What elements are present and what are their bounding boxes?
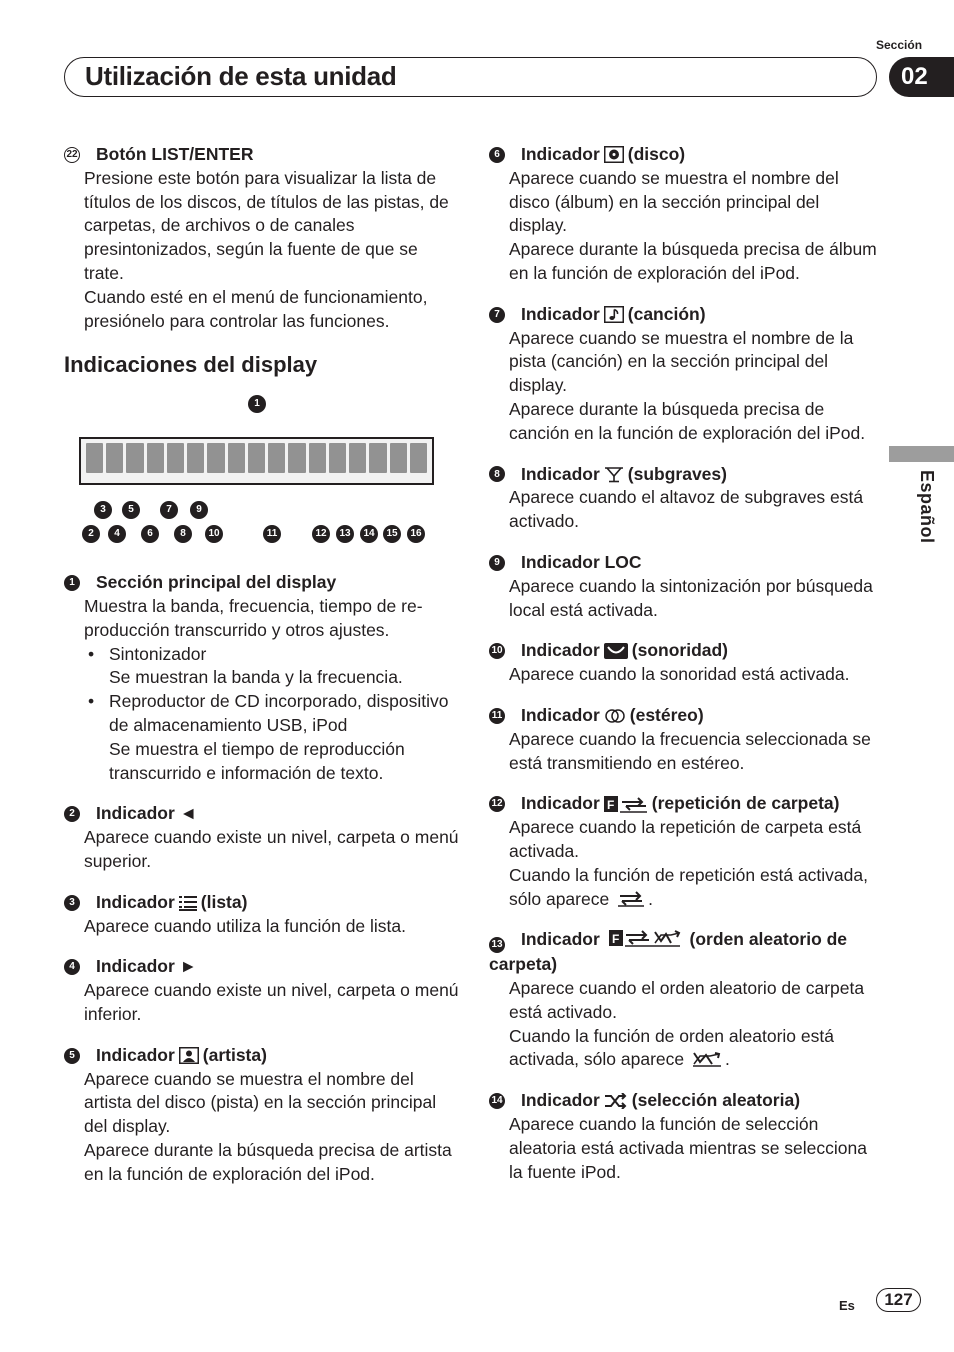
bullet-head: • Reproductor de CD incorporado, dispositivo de almacenamiento USB, iPod: [109, 691, 449, 735]
inline-text: Cuando la función de repetición está activada, sólo aparece: [509, 864, 868, 909]
entry-title: Sección principal del display: [96, 572, 337, 593]
entry-body: [64, 167, 459, 334]
language-tab-marker: [889, 446, 954, 462]
entry-title-suffix: (sonoridad): [631, 640, 729, 661]
left-column: [64, 143, 459, 1204]
entry-title: Indicador: [521, 1090, 600, 1111]
entry-paragraph: [509, 864, 881, 912]
entry-title: Indicador: [521, 929, 600, 950]
callout-number: 13: [489, 937, 505, 953]
figure-callout: 5: [122, 501, 140, 519]
entry-title: Indicador ►: [96, 956, 197, 977]
stereo-icon: [604, 708, 626, 724]
entry-paragraph: Presione este botón para visualizar la lista de títulos de los discos, de títulos de las pistas, de carpetas, de archivos o de canales presintonizados, según la fuente de que se trate.: [84, 167, 449, 283]
entry-list-enter: [64, 143, 459, 333]
artist-icon: [179, 1047, 199, 1064]
right-column: [489, 143, 881, 1201]
entry-title: Indicador: [521, 144, 600, 164]
callout-number: 10: [489, 643, 505, 659]
folder-repeat-icon: [604, 795, 648, 813]
figure-callout: 7: [160, 501, 178, 519]
entry-indicator-up: [64, 802, 459, 873]
entry-title-suffix: (selección aleatoria): [631, 1090, 801, 1111]
entry-title: Indicador LOC: [521, 551, 642, 572]
callout-number: 7: [489, 307, 505, 323]
entry-paragraph: Aparece cuando se muestra el nombre del artista del disco (pista) en la sección principal del display.: [84, 1068, 437, 1137]
callout-number: 12: [489, 796, 505, 812]
figure-callout: 9: [190, 501, 208, 519]
disc-icon: [604, 146, 624, 163]
folder-random-icon: [609, 929, 681, 947]
entry-paragraph: [509, 1025, 881, 1073]
section-number-badge: 02: [889, 57, 954, 97]
entry-paragraph: Cuando esté en el menú de funcionamiento, presiónelo para controlar las funciones.: [84, 286, 428, 331]
callout-number: 2: [64, 806, 80, 822]
lcd-display-illustration: [79, 437, 434, 485]
entry-title: Indicador: [521, 463, 600, 484]
entry-title: Indicador: [521, 793, 600, 814]
language-tab-label: Español: [917, 470, 937, 544]
entry-paragraph: Aparece cuando se muestra el nombre de la pista (canción) en la sección principal del display.: [509, 327, 854, 396]
entry-paragraph: Aparece durante la búsqueda precisa de canción en la función de exploración del iPod.: [509, 398, 866, 443]
entry-body: [64, 1068, 459, 1187]
inline-text: .: [648, 888, 653, 909]
callout-number: 3: [64, 895, 80, 911]
figure-callout: 10: [205, 525, 223, 543]
entry-indicator-shuffle: [489, 1089, 881, 1184]
svg-text:F: F: [606, 798, 615, 813]
bullet-text: Se muestran la banda y la frecuencia.: [109, 667, 403, 688]
svg-text:F: F: [611, 932, 619, 947]
section-label: Sección: [876, 38, 923, 52]
figure-callout: 14: [360, 525, 378, 543]
callout-number: 5: [64, 1048, 80, 1064]
section-heading: Indicaciones del display: [64, 352, 318, 378]
list-icon: [179, 895, 197, 911]
entry-body: [489, 816, 881, 911]
lcd-segments: [86, 443, 427, 473]
entry-title: Indicador: [96, 1044, 175, 1065]
figure-callout: 12: [312, 525, 330, 543]
entry-body: [489, 327, 881, 446]
entry-title: Indicador: [521, 704, 600, 725]
entry-body: Aparece cuando la función de selección aleatoria está activada mientras se selecciona la fuente iPod.: [509, 1113, 867, 1182]
entry-indicator-list: [64, 891, 459, 939]
entry-title: Indicador: [96, 891, 175, 912]
bullet-item: [84, 643, 459, 691]
figure-callout: 15: [383, 525, 401, 543]
entry-title-suffix: (artista): [202, 1044, 267, 1065]
entry-main-display: [64, 571, 459, 785]
random-icon: [693, 1051, 721, 1067]
figure-callout: 6: [141, 525, 159, 543]
callout-number: 9: [489, 555, 505, 571]
bullet-head: • Sintonizador: [109, 643, 207, 664]
figure-callout: 11: [263, 525, 281, 543]
entry-body: Aparece cuando existe un nivel, carpeta o menú superior.: [84, 827, 459, 871]
callout-number: 14: [489, 1093, 505, 1109]
entry-indicator-loc: [489, 551, 881, 622]
figure-callout: 2: [82, 525, 100, 543]
bullet-list: [64, 643, 459, 786]
entry-body: [489, 167, 881, 286]
entry-title: Indicador: [521, 640, 600, 661]
entry-indicator-folder-repeat: [489, 792, 881, 911]
shuffle-icon: [604, 1093, 628, 1109]
entry-indicator-song: [489, 303, 881, 446]
entry-body: Aparece cuando el altavoz de subgraves está activado.: [509, 487, 864, 532]
entry-paragraph: Aparece durante la búsqueda precisa de álbum en la función de exploración del iPod.: [509, 239, 877, 283]
entry-body: Aparece cuando existe un nivel, carpeta o menú inferior.: [84, 980, 459, 1024]
entry-title-suffix: (subgraves): [627, 463, 727, 484]
entry-title-suffix: (canción): [627, 303, 706, 324]
entry-body: [489, 977, 881, 1072]
figure-callout: 8: [174, 525, 192, 543]
display-figure: [64, 395, 459, 547]
figure-callout: 16: [407, 525, 425, 543]
entry-body: Aparece cuando utiliza la función de lista.: [84, 915, 407, 936]
loudness-icon: [604, 643, 628, 659]
callout-number: 11: [489, 708, 505, 724]
music-note-icon: [604, 306, 624, 323]
entry-paragraph: Aparece cuando el orden aleatorio de carpeta está activado.: [509, 978, 865, 1022]
footer-language-code: Es: [839, 1298, 855, 1313]
entry-title: Botón LIST/ENTER: [96, 144, 254, 164]
entry-body: Aparece cuando la frecuencia seleccionada se está transmitiendo en estéreo.: [509, 728, 871, 773]
page-number: 127: [876, 1288, 921, 1312]
entry-indicator-disc: [489, 143, 881, 286]
entry-body: Muestra la banda, frecuencia, tiempo de reproducción transcurrido y otros ajustes.: [84, 595, 423, 640]
callout-number: 22: [64, 147, 80, 163]
entry-paragraph: Aparece cuando la repetición de carpeta está activada.: [509, 817, 862, 861]
entry-indicator-loudness: [489, 639, 881, 687]
repeat-icon: [618, 891, 644, 907]
callout-number: 4: [64, 959, 80, 975]
entry-title-suffix: (orden aleatorio de carpeta): [489, 929, 848, 975]
figure-callout: 13: [336, 525, 354, 543]
entry-title: Indicador ◄: [96, 803, 197, 824]
entry-body: Aparece cuando la sintonización por búsqueda local está activada.: [509, 575, 873, 620]
callout-number: 8: [489, 466, 505, 482]
entry-paragraph: Aparece durante la búsqueda precisa de artista en la función de exploración del iPod.: [84, 1139, 452, 1184]
entry-paragraph: Aparece cuando se muestra el nombre del disco (álbum) en la sección principal del display.: [509, 167, 839, 236]
subwoofer-icon: [604, 466, 624, 483]
entry-indicator-folder-random: [489, 928, 881, 1072]
figure-callout: 4: [108, 525, 126, 543]
figure-callout: 3: [94, 501, 112, 519]
entry-title-suffix: (estéreo): [629, 704, 704, 725]
entry-title-suffix: (repetición de carpeta): [651, 793, 840, 814]
entry-indicator-down: [64, 955, 459, 1026]
entry-body: Aparece cuando la sonoridad está activada.: [509, 664, 850, 685]
bullet-text: Se muestra el tiempo de reproducción transcurrido e información de texto.: [109, 738, 405, 783]
figure-callout: 1: [248, 395, 266, 413]
inline-text: Cuando la función de orden aleatorio está activada, sólo aparece: [509, 1025, 834, 1070]
bullet-item: [84, 690, 459, 785]
entry-title: Indicador: [521, 303, 600, 324]
page-title: Utilización de esta unidad: [85, 61, 397, 91]
entry-title-suffix: (disco): [627, 144, 686, 164]
callout-number: 6: [489, 147, 505, 163]
entry-title-suffix: (lista): [200, 891, 248, 912]
entry-indicator-subwoofer: [489, 463, 881, 534]
page-header: [64, 57, 877, 97]
entry-indicator-stereo: [489, 704, 881, 775]
inline-text: .: [725, 1049, 730, 1070]
callout-number: 1: [64, 575, 80, 591]
entry-indicator-artist: [64, 1044, 459, 1187]
